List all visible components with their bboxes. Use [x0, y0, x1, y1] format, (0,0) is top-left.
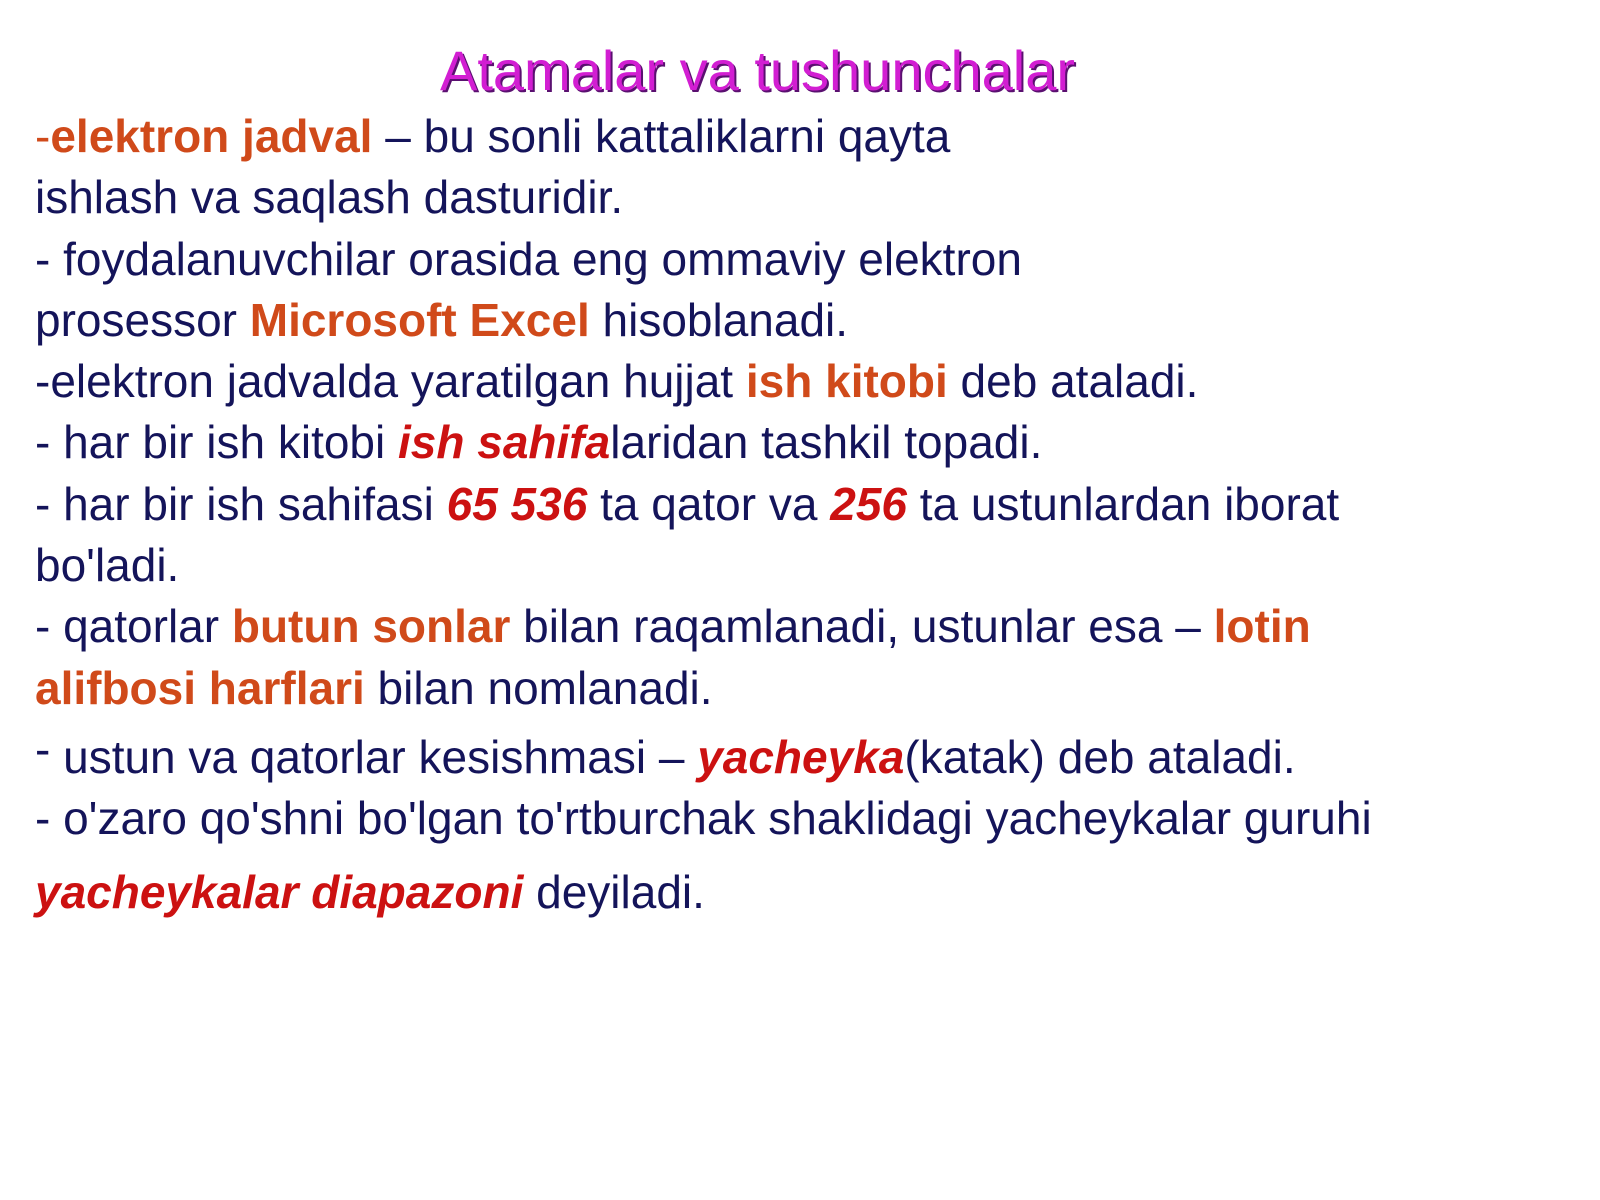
definition-text: ta qator va	[587, 477, 831, 530]
definition-text: ta ustunlardan iborat	[906, 477, 1340, 530]
bullet-dash: -	[35, 110, 51, 162]
definition-text: - har bir ish sahifasi	[35, 477, 447, 530]
definition-text: bo'ladi.	[35, 539, 180, 592]
term-lotin: lotin	[1213, 600, 1311, 653]
slide-title: Atamalar va tushunchalar	[439, 39, 1075, 102]
term-elektron-jadval: elektron jadval	[50, 110, 373, 162]
definition-text: - qatorlar	[35, 600, 232, 653]
definition-rows-cols-line1	[35, 474, 1575, 535]
definition-text: deyiladi.	[523, 865, 705, 918]
definition-text: ustun va qatorlar kesishmasi –	[50, 730, 698, 783]
definition-text: - har bir ish kitobi	[35, 416, 399, 469]
definition-text: -elektron jadvalda yaratilgan hujjat	[35, 355, 746, 408]
term-ish-kitobi: ish kitobi	[745, 355, 948, 408]
term-ish-sahifa: ish sahifa	[398, 416, 611, 469]
definition-ish-kitobi	[35, 351, 1575, 412]
term-yacheyka: yacheyka	[697, 730, 905, 783]
definition-text: - o'zaro qo'shni bo'lgan to'rtburchak shaklidagi yacheykalar guruhi	[35, 792, 1372, 845]
definition-ish-sahifa	[35, 412, 1575, 473]
term-column-count: 256	[830, 477, 907, 530]
definition-text: ishlash va saqlash dasturidir.	[35, 171, 624, 224]
term-butun-sonlar: butun sonlar	[231, 600, 511, 653]
definition-excel-line2	[35, 290, 1575, 351]
definition-text: prosessor	[35, 293, 250, 346]
definition-diapazon-line1	[35, 788, 1575, 849]
definition-text: (katak) deb ataladi.	[904, 730, 1296, 783]
definition-text: laridan tashkil topadi.	[610, 416, 1043, 469]
definition-yacheyka	[35, 722, 1575, 788]
definition-text: bilan raqamlanadi, ustunlar esa –	[510, 600, 1214, 653]
definition-rows-cols-line2	[35, 535, 1575, 596]
definition-text: hisoblanadi.	[589, 293, 849, 346]
definition-text: bilan nomlanadi.	[364, 661, 713, 714]
definition-text: deb ataladi.	[947, 355, 1199, 408]
term-microsoft-excel: Microsoft Excel	[249, 293, 590, 346]
definition-elektron-jadval-line2	[35, 167, 1575, 228]
definition-text: - foydalanuvchilar orasida eng ommaviy elektron	[35, 232, 1022, 285]
definition-numbering-line2	[35, 658, 1575, 719]
bullet-dash: -	[35, 722, 51, 775]
definition-diapazon-line2	[35, 862, 1575, 923]
definition-numbering-line1	[35, 596, 1575, 657]
definition-excel-line1	[35, 229, 1575, 290]
definition-elektron-jadval-line1	[35, 106, 1575, 167]
term-yacheykalar-diapazoni: yacheykalar diapazoni	[35, 865, 524, 918]
definition-text: – bu sonli kattaliklarni qayta	[372, 110, 951, 162]
definitions-list	[35, 106, 1575, 923]
term-alifbosi-harflari: alifbosi harflari	[35, 661, 365, 714]
term-row-count: 65 536	[446, 477, 588, 530]
